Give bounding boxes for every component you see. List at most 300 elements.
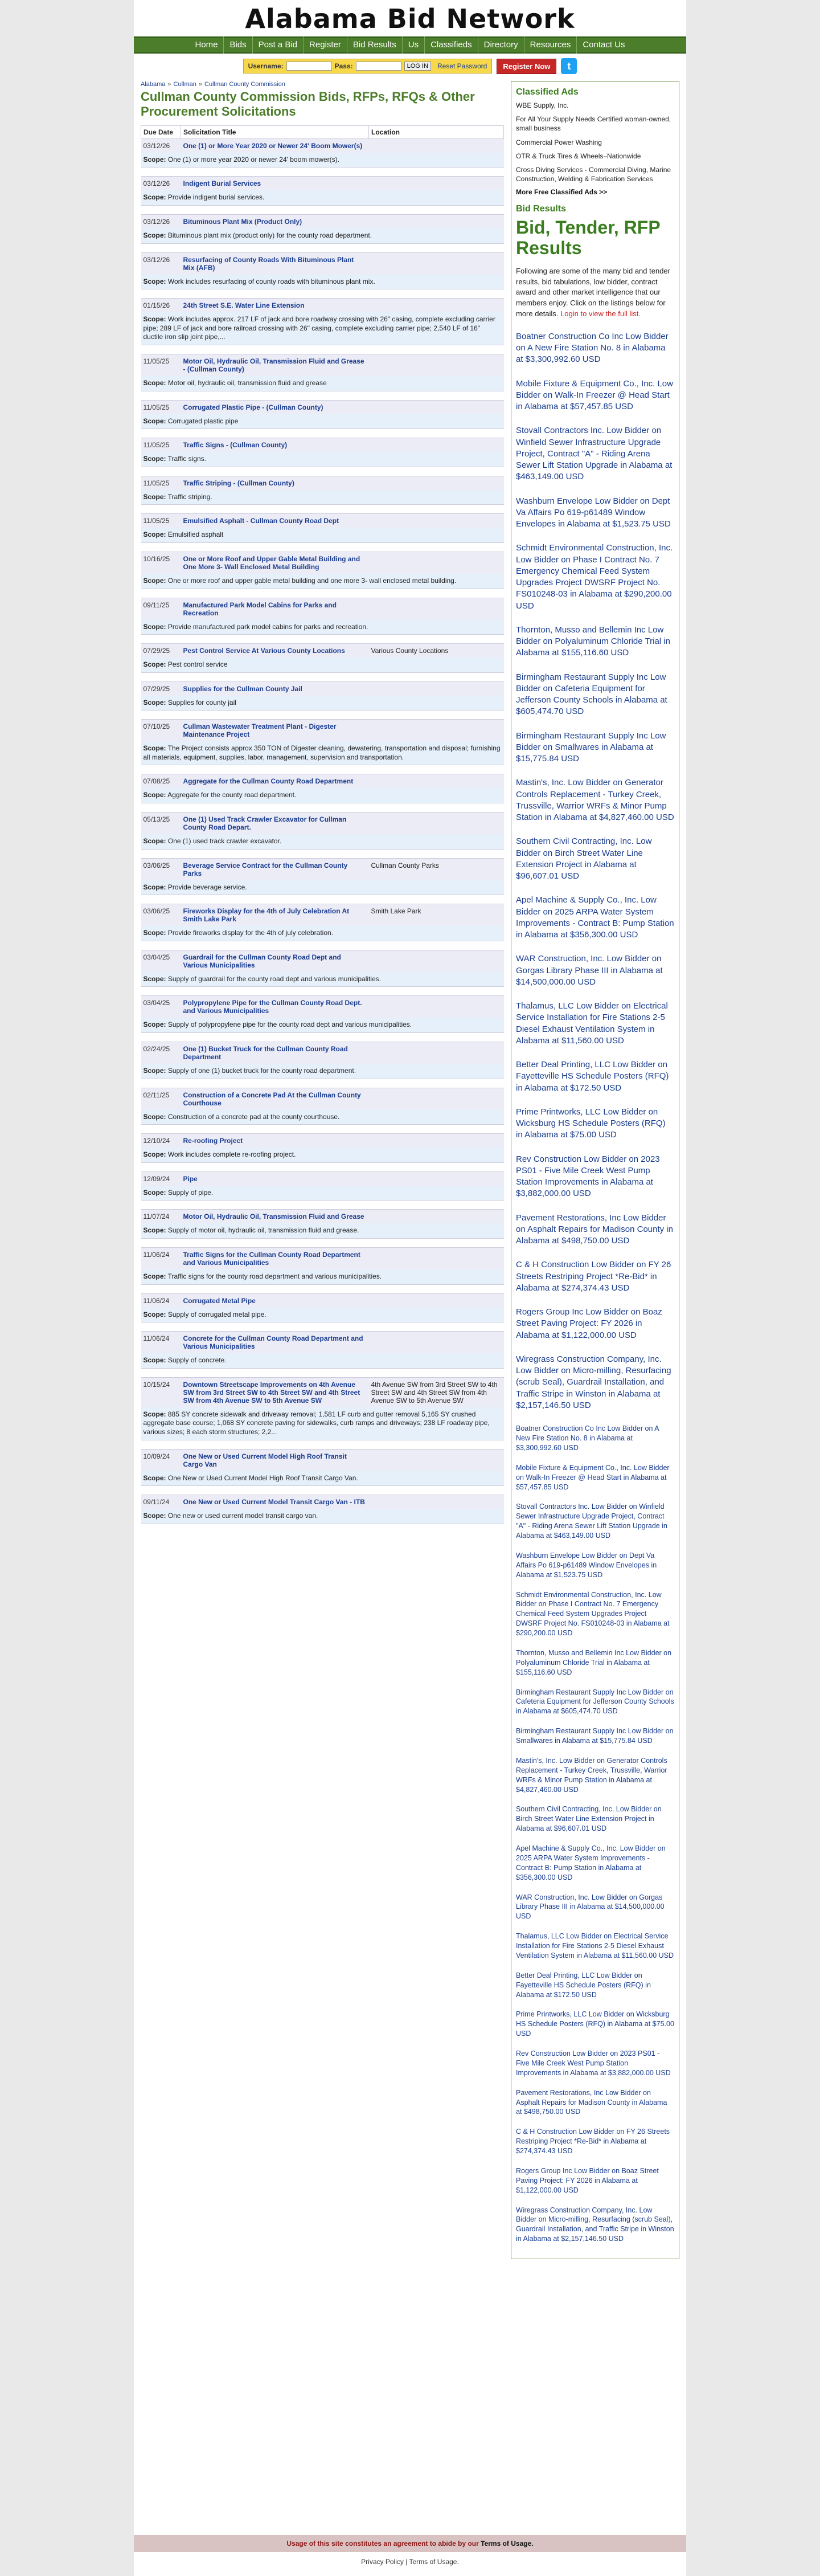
bid-scope-row [141,788,504,803]
bid-location [369,774,504,789]
bid-title-link[interactable]: Re-roofing Project [183,1137,243,1145]
bid-result-item-compact[interactable]: Boatner Construction Co Inc Low Bidder on A New Fire Station No. 8 in Alabama at $3,300,992.60 USD [516,1424,659,1452]
bid-result-item-compact[interactable]: Birmingham Restaurant Supply Inc Low Bidder on Cafeteria Equipment for Jefferson County Schools in Alabama at $605,474.70 USD [516,1688,674,1716]
breadcrumb-item[interactable]: Cullman [173,81,196,88]
scope-text: Bituminous plant mix (product only) for the county road department. [167,231,372,239]
bid-result-item[interactable]: Birmingham Restaurant Supply Inc Low Bidder on Smallwares in Alabama at $15,775.84 USD [516,730,666,764]
bid-row[interactable] [141,514,504,528]
bid-title-link[interactable]: One (1) Bucket Truck for the Cullman County Road Department [183,1045,348,1062]
bid-result-item-compact[interactable]: Mastin's, Inc. Low Bidder on Generator Controls Replacement - Turkey Creek, Trussville, Warrior WRFs & Minor Pump Station in Alabama at $4,827,460.00 USD [516,1756,667,1794]
classified-ad-item[interactable]: Cross Diving Services - Commercial Diving, Marine Construction, Welding & Fabrication Services [516,165,671,183]
row-spacer [141,895,504,904]
bid-scope-row [141,1353,504,1368]
bid-row[interactable] [141,299,504,313]
bid-row[interactable] [141,1332,504,1354]
scope-text: Provide indigent burial services. [167,193,265,202]
bid-title-cell [181,252,369,275]
bid-scope-row [141,1018,504,1032]
footer-links [134,2552,686,2576]
bid-title-cell [181,400,369,414]
bid-row[interactable] [141,1495,504,1509]
bid-title-link[interactable]: Traffic Signs - (Cullman County) [183,441,288,450]
bid-title-link[interactable]: One (1) or More Year 2020 or Newer 24' Boom Mower(s) [183,141,363,150]
bid-title-link[interactable]: Construction of a Concrete Pad At the Cullman County Courthouse [183,1091,361,1107]
bid-title-link[interactable]: Supplies for the Cullman County Jail [183,684,302,693]
bid-due-date: 11/06/24 [141,1248,181,1270]
row-spacer [141,803,504,813]
bid-due-date: 03/12/26 [141,214,181,228]
bid-row[interactable] [141,476,504,490]
bid-location [369,1449,504,1471]
bid-result-item-compact[interactable]: Wiregrass Construction Company, Inc. Low Bidder on Micro-milling, Resurfacing (scrub Seal), Guardrail Installation, and Traffic Stripe in Winston in Alabama at $2,157,146.50 USD [516,2206,674,2243]
bid-due-date: 01/15/26 [141,299,181,313]
nav-item-bid-results[interactable]: Bid Results [347,36,403,54]
bid-result-item-compact[interactable]: Better Deal Printing, LLC Low Bidder on Fayetteville HS Schedule Posters (RFQ) in Alabama at $172.50 USD [516,1971,651,1999]
bid-title-link[interactable]: Pipe [183,1174,198,1183]
scope-text: Supply of polypropylene pipe for the county road dept and various municipalities. [167,1020,412,1029]
bid-due-date: 03/06/25 [141,904,181,926]
bid-due-date: 03/12/26 [141,138,181,153]
bid-title-link[interactable]: Downtown Streetscape Improvements on 4th Avenue SW from 3rd Street SW to 4th Street SW and 4th Street SW from 4th Avenue SW to 5th Avenue SW [183,1380,360,1405]
bid-location [369,598,504,620]
bid-title-cell [181,644,369,658]
nav-item-home[interactable]: Home [189,36,224,54]
bid-result-item-compact[interactable]: Mobile Fixture & Equipment Co., Inc. Low Bidder on Walk-In Freezer @ Head Start in Alabama at $57,457.85 USD [516,1463,670,1491]
bid-result-item[interactable]: Thalamus, LLC Low Bidder on Electrical Service Installation for Fire Stations 2-5 Diesel Exhaust Ventilation System in Alabama at $11,560.00 USD [516,1001,668,1046]
classified-ad-item[interactable]: OTR & Truck Tires & Wheels–Nationwide [516,152,641,160]
bid-scope-row [141,528,504,542]
bid-due-date: 03/12/26 [141,252,181,275]
bid-due-date: 09/11/25 [141,598,181,620]
bid-location [369,1332,504,1354]
bid-result-item[interactable]: C & H Construction Low Bidder on FY 26 Streets Restriping Project *Re-Bid* in Alabama at $274,374.43 USD [516,1260,671,1293]
bid-row[interactable] [141,177,504,191]
bid-row[interactable] [141,138,504,153]
bid-title-link[interactable]: One (1) Used Track Crawler Excavator for Cullman County Road Depart. [183,815,347,832]
footer [134,2535,686,2576]
bid-result-item-compact[interactable]: Southern Civil Contracting, Inc. Low Bidder on Birch Street Water Line Extension Project in Alabama at $96,607.01 USD [516,1805,662,1833]
login-bar [134,54,686,79]
bid-scope-row [141,1407,504,1440]
bid-location [369,299,504,313]
bid-row[interactable] [141,1248,504,1270]
row-spacer [141,505,504,514]
bid-title-link[interactable]: Corrugated Plastic Pipe - (Cullman County) [183,403,323,411]
table-header-row [141,125,504,138]
bid-due-date: 11/05/25 [141,438,181,452]
bid-scope-cell [141,312,504,345]
masthead [134,0,686,36]
bid-row[interactable] [141,400,504,414]
bid-title-link[interactable]: Motor Oil, Hydraulic Oil, Transmission Fluid and Grease - (Cullman County) [183,357,364,373]
bid-row[interactable] [141,438,504,452]
bid-location [369,177,504,191]
bid-scope-row [141,1269,504,1284]
footer-notice-text: Usage of this site constitutes an agreement to abide by our [286,2540,479,2548]
bid-scope-cell [141,574,504,589]
scope-text: Work includes resurfacing of county roads with bituminous plant mix. [167,277,375,285]
twitter-icon[interactable]: t [561,58,577,74]
bid-result-item-compact[interactable]: Washburn Envelope Low Bidder on Dept Va Affairs Po 619-p61489 Window Envelopes in Alabama at $1,523.75 USD [516,1551,657,1579]
scope-text: Emulsified asphalt [167,530,224,539]
nav-item-bids[interactable]: Bids [224,36,252,54]
bid-due-date: 05/13/25 [141,813,181,835]
bid-result-item-compact[interactable]: WAR Construction, Inc. Low Bidder on Gorgas Library Phase III in Alabama at $14,500,000.00 USD [516,1893,665,1921]
bid-title-link[interactable]: One New or Used Current Model Transit Cargo Van - ITB [183,1498,365,1507]
breadcrumb-separator: » [198,81,203,88]
bid-title-cell [181,438,369,452]
privacy-policy-link[interactable]: Privacy Policy [361,2558,404,2566]
nav-item-classifieds[interactable]: Classifieds [425,36,478,54]
bid-result-item[interactable]: Washburn Envelope Low Bidder on Dept Va Affairs Po 619-p61489 Window Envelopes in Alabama at $1,523.75 USD [516,496,671,529]
bid-result-item[interactable]: WAR Construction, Inc. Low Bidder on Gorgas Library Phase III in Alabama at $14,500,000.00 USD [516,954,663,987]
username-input[interactable] [286,62,332,71]
bid-scope-row [141,1064,504,1079]
classified-ad-item[interactable]: WBE Supply, Inc. [516,101,569,109]
scope-text: Supply of guardrail for the county road dept and various municipalities. [167,974,382,983]
bid-due-date: 09/11/24 [141,1495,181,1509]
bid-result-item[interactable]: Wiregrass Construction Company, Inc. Low Bidder on Micro-milling, Resurfacing (scrub Seal), Guardrail Installation, and Traffic Stripe in Winston in Alabama at $2,157,146.50 USD [516,1354,671,1410]
scope-label: Scope: [143,530,166,539]
bid-row[interactable] [141,1088,504,1110]
bid-title-link[interactable]: 24th Street S.E. Water Line Extension [183,301,305,310]
site-title[interactable]: Alabama Bid Network [245,3,575,34]
bid-row[interactable] [141,1134,504,1148]
login-button[interactable]: LOG IN [404,62,431,71]
scope-text: Supply of one (1) bucket truck for the county road department. [167,1067,356,1075]
bid-row[interactable] [141,252,504,275]
bid-row[interactable] [141,1171,504,1186]
bid-title-link[interactable]: Motor Oil, Hydraulic Oil, Transmission Fluid and Grease [183,1213,364,1221]
scope-label: Scope: [143,1356,166,1365]
bid-scope-cell [141,414,504,429]
classified-ads-list [516,101,674,183]
scope-text: Work includes complete re-roofing project. [167,1150,296,1159]
breadcrumb [141,81,504,88]
password-input[interactable] [356,62,401,71]
bid-title-link[interactable]: Guardrail for the Cullman County Road Dept and Various Municipalities [183,953,341,969]
bid-title-cell [181,552,369,574]
bid-row[interactable] [141,681,504,696]
password-label: Pass: [334,62,353,70]
bid-due-date: 12/09/24 [141,1171,181,1186]
bid-title-cell [181,476,369,490]
bid-scope-row [141,1509,504,1524]
bid-scope-row [141,834,504,849]
bid-results-title: Bid, Tender, RFP Results [516,217,661,258]
scope-label: Scope: [143,378,166,387]
bid-scope-cell [141,834,504,849]
bid-scope-cell [141,926,504,941]
bid-location [369,354,504,376]
bid-title-cell [181,1134,369,1148]
bid-row[interactable] [141,904,504,926]
breadcrumb-item[interactable]: Cullman County Commission [204,81,285,88]
terms-of-usage-link[interactable]: Terms of Usage. [409,2558,459,2566]
scope-label: Scope: [143,1150,166,1159]
bid-scope-cell [141,1269,504,1284]
bid-result-item-compact[interactable]: Schmidt Environmental Construction, Inc. Low Bidder on Phase I Contract No. 7 Emergency Chemical Feed System Upgrades Project DWSRF Project No. FS010248-03 in Alabama at $290,200.00 USD [516,1590,670,1638]
bid-title-link[interactable]: Traffic Striping - (Cullman County) [183,479,294,487]
bid-location: Various County Locations [369,644,504,658]
bid-row[interactable] [141,996,504,1018]
bid-scope-row [141,1223,504,1238]
bid-title-link[interactable]: Corrugated Metal Pipe [183,1296,256,1305]
scope-text: Traffic striping. [167,492,212,501]
bid-row[interactable] [141,1210,504,1224]
breadcrumb-separator: » [167,81,171,88]
bid-result-item[interactable]: Mobile Fixture & Equipment Co., Inc. Low Bidder on Walk-In Freezer @ Head Start in Alabama at $57,457.85 USD [516,378,673,412]
bid-title-link[interactable]: Fireworks Display for the 4th of July Celebration At Smith Lake Park [183,907,350,924]
bid-row[interactable] [141,1042,504,1064]
row-spacer [141,1440,504,1449]
register-now-button[interactable]: Register Now [497,59,556,74]
scope-label: Scope: [143,231,166,239]
classified-ad-item[interactable]: Commercial Power Washing [516,138,602,146]
bid-title-link[interactable]: Bituminous Plant Mix (Product Only) [183,217,302,226]
row-spacer [141,429,504,438]
bid-location [369,1210,504,1224]
scope-label: Scope: [143,1020,166,1029]
row-spacer [141,987,504,996]
bid-result-item-compact[interactable]: Apel Machine & Supply Co., Inc. Low Bidder on 2025 ARPA Water System Improvements - Contract B: Pump Station in Alabama at $356,300.00 USD [516,1844,666,1881]
bid-scope-row [141,574,504,589]
bid-scope-row [141,452,504,467]
scope-text: 885 SY concrete sidewalk and driveway removal; 1,581 LF curb and gutter removal 5,165 SY crushed aggregate base course; 1,068 SY concrete paving for sidewalks, curb ramps and driveways; 238 LF roadway pipe, various sizes; 8 each storm structures; 2,2... [143,1410,490,1436]
bid-results-heading: Bid Results [516,204,567,214]
scope-text: Traffic signs. [167,455,206,463]
bid-scope-cell [141,275,504,289]
login-full-list-link[interactable]: Login to view the full list. [560,309,641,319]
bid-result-item-compact[interactable]: Thalamus, LLC Low Bidder on Electrical Service Installation for Fire Stations 2-5 Diesel Exhaust Ventilation System in Alabama at $11,560.00 USD [516,1932,674,1959]
bid-result-item[interactable]: Boatner Construction Co Inc Low Bidder on A New Fire Station No. 8 in Alabama at $3,300,992.60 USD [516,331,669,365]
scope-text: One or more roof and upper gable metal building and one more 3- wall enclosed metal building. [167,576,457,585]
bid-result-item[interactable]: Stovall Contractors Inc. Low Bidder on Winfield Sewer Infrastructure Upgrade Project, Contract "A" - Riding Arena Sewer Lift Station Upgrade in Alabama at $463,149.00 USD [516,426,673,482]
bid-row[interactable] [141,354,504,376]
bid-scope-cell [141,741,504,765]
bid-title-link[interactable]: Aggregate for the Cullman County Road Department [183,777,354,786]
bid-due-date: 11/06/24 [141,1332,181,1354]
bid-scope-row [141,153,504,168]
bid-row[interactable] [141,858,504,880]
bid-due-date: 07/29/25 [141,644,181,658]
bid-scope-row [141,972,504,987]
bid-title-link[interactable]: One or More Roof and Upper Gable Metal Building and One More 3- Wall Enclosed Metal Building [183,554,360,571]
bid-row[interactable] [141,214,504,228]
more-classifieds-link[interactable]: More Free Classified Ads >> [516,188,608,197]
bid-title-link[interactable]: Indigent Burial Services [183,179,261,188]
bid-due-date: 03/04/25 [141,996,181,1018]
bid-row[interactable] [141,644,504,658]
row-spacer [141,467,504,476]
bid-result-item[interactable]: Prime Printworks, LLC Low Bidder on Wicksburg HS Schedule Posters (RFQ) in Alabama at $75.00 USD [516,1107,666,1140]
bid-result-item-compact[interactable]: Thornton, Musso and Bellemin Inc Low Bidder on Polyaluminum Chloride Trial in Alabama at $155,116.60 USD [516,1648,672,1676]
bid-title-cell [181,138,369,153]
bid-scope-row [141,1471,504,1486]
scope-text: Supply of pipe. [167,1188,214,1197]
bid-result-item[interactable]: Schmidt Environmental Construction, Inc. Low Bidder on Phase I Contract No. 7 Emergency Chemical Feed System Upgrades Project DWSRF Project No. FS010248-03 in Alabama at $290,200.00 USD [516,543,673,611]
bid-due-date: 02/11/25 [141,1088,181,1110]
bid-scope-cell [141,1018,504,1032]
footer-terms-link[interactable]: Terms of Usage. [481,2540,534,2548]
bid-result-item[interactable]: Apel Machine & Supply Co., Inc. Low Bidder on 2025 ARPA Water System Improvements - Contract B: Pump Station in Alabama at $356,300.00 USD [516,895,674,940]
bid-title-link[interactable]: Emulsified Asphalt - Cullman County Road Dept [183,517,339,525]
bid-title-link[interactable]: Polypropylene Pipe for the Cullman County Road Dept. and Various Municipalities [183,999,362,1015]
bid-result-item-compact[interactable]: Stovall Contractors Inc. Low Bidder on Winfield Sewer Infrastructure Upgrade Project, Contract "A" - Riding Arena Sewer Lift Station Upgrade in Alabama at $463,149.00 USD [516,1503,667,1540]
bid-scope-cell [141,376,504,391]
bid-scope-cell [141,1148,504,1162]
bid-scope-cell [141,1064,504,1079]
row-spacer [141,1486,504,1495]
scope-text: One (1) or more year 2020 or newer 24' boom mower(s). [167,155,339,164]
bid-title-link[interactable]: Pest Control Service At Various County Locations [183,647,345,655]
scope-text: Supply of corrugated metal pipe. [167,1310,266,1318]
row-spacer [141,205,504,214]
bid-result-item[interactable]: Rev Construction Low Bidder on 2023 PS01 - Five Mile Creek West Pump Station Improvements in Alabama at $3,882,000.00 USD [516,1154,660,1199]
bid-due-date: 11/05/25 [141,476,181,490]
row-spacer [141,635,504,644]
row-spacer [141,542,504,552]
bid-rows [141,138,504,1533]
bid-result-item[interactable]: Pavement Restorations, Inc Low Bidder on Asphalt Repairs for Madison County in Alabama at $498,750.00 USD [516,1213,673,1246]
bid-title-link[interactable]: Cullman Wastewater Treatment Plant - Digester Maintenance Project [183,722,337,739]
bid-location [369,252,504,275]
bid-due-date: 07/10/25 [141,720,181,742]
scope-label: Scope: [143,1226,166,1235]
bid-location [369,1495,504,1509]
bid-result-item[interactable]: Mastin's, Inc. Low Bidder on Generator Controls Replacement - Turkey Creek, Trussville, Warrior WRFs & Minor Pump Station in Alabama at $4,827,460.00 USD [516,778,674,823]
scope-label: Scope: [143,1473,166,1482]
bid-row[interactable] [141,598,504,620]
row-spacer [141,1368,504,1377]
row-spacer [141,243,504,252]
bid-scope-cell [141,1308,504,1322]
bid-title-link[interactable]: Resurfacing of County Roads With Bituminous Plant Mix (AFB) [183,255,354,272]
row-spacer [141,168,504,177]
bid-due-date: 10/15/24 [141,1377,181,1407]
bid-result-item[interactable]: Thornton, Musso and Bellemin Inc Low Bidder on Polyaluminum Chloride Trial in Alabama at $155,116.60 USD [516,624,670,658]
bid-result-item[interactable]: Better Deal Printing, LLC Low Bidder on Fayetteville HS Schedule Posters (RFQ) in Alabama at $172.50 USD [516,1060,669,1093]
scope-text: Construction of a concrete pad at the county courthouse. [167,1112,340,1121]
bid-result-item[interactable]: Rogers Group Inc Low Bidder on Boaz Street Paving Project: FY 2026 in Alabama at $1,122,000.00 USD [516,1307,662,1340]
classified-ad-item[interactable]: For All Your Supply Needs Certified woman-owned, small business [516,115,671,133]
scope-label: Scope: [143,1272,166,1280]
bid-due-date: 07/08/25 [141,774,181,789]
bid-result-item-compact[interactable]: Rev Construction Low Bidder on 2023 PS01 - Five Mile Creek West Pump Station Improvements in Alabama at $3,882,000.00 USD [516,2050,671,2077]
intro-text: Following are some of the many bid and tender results, bid tabulations, low bidder, contract award and other market intelligence that our members enjoy. Click on the listings below for more details. [516,266,670,319]
scope-label: Scope: [143,1410,166,1418]
scope-text: Traffic signs for the county road department and various municipalities. [167,1272,382,1280]
scope-text: Aggregate for the county road department. [167,791,297,799]
bid-location [369,552,504,574]
bid-location [369,214,504,228]
bid-scope-row [141,741,504,765]
nav-item-us[interactable]: Us [403,36,425,54]
bid-row[interactable] [141,552,504,574]
bid-scope-cell [141,658,504,672]
bid-title-cell [181,1088,369,1110]
header-location: Location [369,125,504,138]
breadcrumb-item[interactable]: Alabama [141,81,166,88]
row-spacer [141,1162,504,1171]
bid-title-link[interactable]: One New or Used Current Model High Roof Transit Cargo Van [183,1452,347,1468]
bid-row[interactable] [141,720,504,742]
reset-password-link[interactable]: Reset Password [437,62,487,70]
bid-row[interactable] [141,774,504,789]
bid-scope-cell [141,490,504,505]
nav-item-contact-us[interactable]: Contact Us [583,40,625,50]
scope-text: Pest control service [167,660,228,669]
bid-row[interactable] [141,1377,504,1407]
bid-location [369,1088,504,1110]
scope-text: Supply of motor oil, hydraulic oil, transmission fluid and grease. [167,1226,359,1235]
nav-item-register[interactable]: Register [304,36,347,54]
bid-location [369,1042,504,1064]
scope-label: Scope: [143,698,166,707]
bid-row[interactable] [141,813,504,835]
nav-item-directory[interactable]: Directory [478,36,524,54]
bid-title-link[interactable]: Manufactured Park Model Cabins for Parks and Recreation [183,601,337,617]
nav-item-resources[interactable]: Resources [524,36,577,54]
bid-location [369,138,504,153]
bid-scope-cell [141,1509,504,1524]
bid-row[interactable] [141,1449,504,1471]
bid-title-link[interactable]: Beverage Service Contract for the Cullman County Parks [183,861,348,877]
bid-scope-row [141,490,504,505]
bid-row[interactable] [141,1293,504,1308]
classified-ads-heading: Classified Ads [516,87,579,97]
bid-location: Cullman County Parks [369,858,504,880]
bid-scope-cell [141,880,504,895]
row-spacer [141,1201,504,1210]
row-spacer [141,1524,504,1533]
scope-label: Scope: [143,622,166,631]
bid-title-cell [181,950,369,972]
bid-title-link[interactable]: Concrete for the Cullman County Road Department and Various Municipalities [183,1334,363,1351]
page-title: Cullman County Commission Bids, RFPs, RFQs & Other Procurement Solicitations [141,89,475,119]
bid-result-item[interactable]: Birmingham Restaurant Supply Inc Low Bidder on Cafeteria Equipment for Jefferson County Schools in Alabama at $605,474.70 USD [516,672,667,717]
bid-title-cell [181,354,369,376]
bid-row[interactable] [141,950,504,972]
scope-label: Scope: [143,660,166,669]
bid-title-link[interactable]: Traffic Signs for the Cullman County Road Department and Various Municipalities [183,1251,360,1267]
scope-text: Motor oil, hydraulic oil, transmission fluid and grease [167,378,327,387]
bid-result-item-compact[interactable]: Prime Printworks, LLC Low Bidder on Wicksburg HS Schedule Posters (RFQ) in Alabama at $75.00 USD [516,2010,674,2038]
row-spacer [141,391,504,400]
scope-label: Scope: [143,417,166,425]
page [134,0,686,2576]
bid-result-item-compact[interactable]: Birmingham Restaurant Supply Inc Low Bidder on Smallwares in Alabama at $15,775.84 USD [516,1727,674,1745]
nav-item-post-a-bid[interactable]: Post a Bid [253,36,304,54]
bid-due-date: 10/09/24 [141,1449,181,1471]
bid-result-item-compact[interactable]: C & H Construction Low Bidder on FY 26 Streets Restriping Project *Re-Bid* in Alabama at $274,374.43 USD [516,2128,670,2155]
bid-scope-cell [141,1471,504,1486]
bid-scope-cell [141,1407,504,1440]
bid-location: 4th Avenue SW from 3rd Street SW to 4th Street SW and 4th Street SW from 4th Avenue SW to 5th Avenue SW [369,1377,504,1407]
bid-scope-cell [141,1186,504,1201]
bid-scope-cell [141,190,504,205]
bid-location [369,1134,504,1148]
bid-result-item-compact[interactable]: Pavement Restorations, Inc Low Bidder on Asphalt Repairs for Madison County in Alabama at $498,750.00 USD [516,2088,667,2116]
bids-table [141,125,504,1533]
bid-due-date: 11/05/25 [141,514,181,528]
bid-title-cell [181,681,369,696]
row-spacer [141,765,504,774]
bid-scope-cell [141,1223,504,1238]
bid-location [369,514,504,528]
bid-result-item-compact[interactable]: Rogers Group Inc Low Bidder on Boaz Street Paving Project: FY 2026 in Alabama at $1,122,000.00 USD [516,2166,659,2194]
bid-result-item[interactable]: Southern Civil Contracting, Inc. Low Bidder on Birch Street Water Line Extension Project in Alabama at $96,607.01 USD [516,836,652,881]
